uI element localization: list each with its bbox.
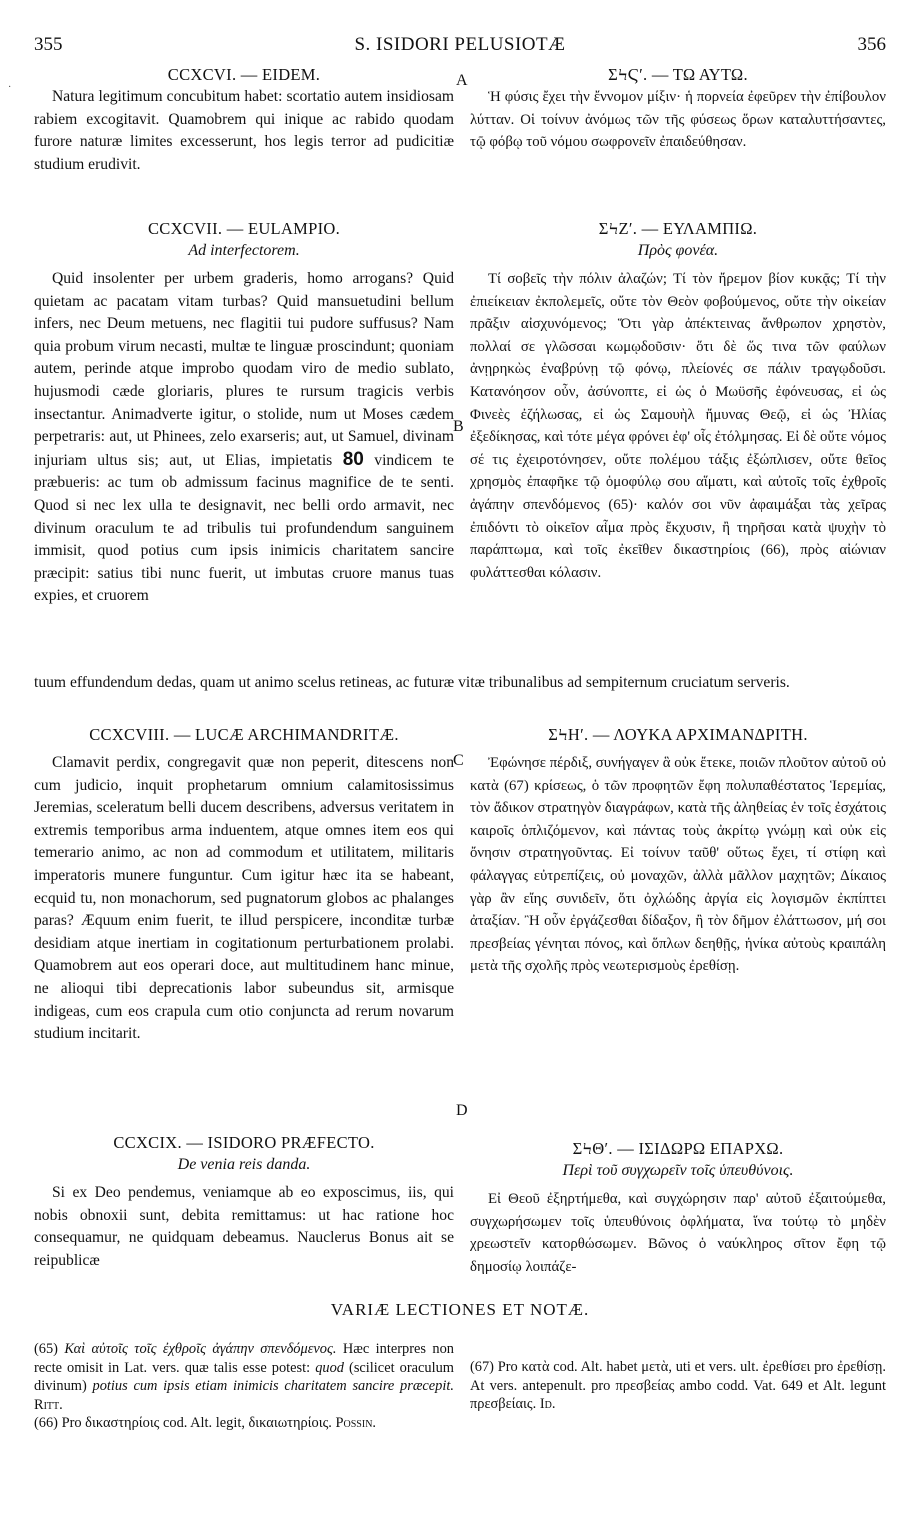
latin-letter-298 bbox=[34, 724, 454, 1046]
latin-subtitle-299: De venia reis danda. bbox=[177, 1156, 311, 1173]
latin-text-297-part2: vindicem te præbueris: ac tum ob admissum facinus magnifice de te senti. Quod si nec lex ulla te designavit, nec belli ordo armavit, nec divinum oraculum te ad tribulis tui profundendum sanguinem immisit, quod potius cum ipsis inimicis charitatem sancire præcipit: satius tibi nunc fuerit, ut imbutas cruore manus tuas expies, et cruorem bbox=[34, 451, 454, 605]
note-65-author: Ritt. bbox=[34, 1396, 63, 1413]
note-66-number: (66) bbox=[34, 1415, 58, 1431]
latin-letter-296 bbox=[34, 64, 454, 176]
page-header bbox=[34, 34, 886, 60]
greek-text-298: Ἐφώνησε πέρδιξ, συνήγαγεν ἃ οὐκ ἔτεκε, ποιῶν πλοῦτον αὐτοῦ οὐ κατὰ (67) κρίσεως, ὁ τῶν προφητῶν ἔφη πολυπαθέστατος Ἱερεμίας, τὸν ἄδικον στρατηγὸν διαγράφων, κατὰ τῆς ἀληθείας ἐν τοῖς ἐσχάτοις καιροῖς ὁπλιζόμενον, καὶ πάντας τοὺς ἀκρίτῳ γνώμῃ καὶ οὐκ εἰς ὄνησιν στρατηγοῦντας. Εἰ τοίνυν ταῦθ' οὕτως ἔχει, τί στίφη καὶ φάλαγγας εὐτρεπίζεις, οὐ μοναχῶν, ἀλλὰ μᾶλλον μαχητῶν; Δίκαιος γὰρ ἂν εἴης συνιδεῖν, ὅτι ὀχλώδης ἀργία εἰς λογισμῶν ἐκπίπτει ἀταξίαν. Ἢ οὖν ἐργάζεσθαι δίδαξον, ἢ τὸν δῆμον ἐλάττωσον, μή σοι πρεσβείας γένηται πόνος, καὶ ὅπλων δεηθῇς, ἡνίκα αὐτοὺς κραιπάλη μετὰ τῆς σχολῆς πρὸς νεωτερισμοὺς ἐρεθίσῃ. bbox=[470, 755, 886, 975]
note-65-greek: Καὶ αὐτοῖς τοῖς ἐχθροῖς ἀγάπην σπενδόμενος. bbox=[64, 1341, 337, 1357]
note-67-author: Id. bbox=[539, 1396, 556, 1412]
scan-speck: · bbox=[8, 82, 12, 93]
note-65-italic: potius cum ipsis etiam inimicis charitatem sancire præcepit. bbox=[92, 1378, 454, 1394]
greek-text-297: Τί σοβεῖς τὴν πόλιν ἀλαζών; Τί τὸν ἤρεμον βίον κυκᾷς; Τί τὴν ἐπιείκειαν ἐκπολεμεῖς, οὔτε τὸν Θεὸν φοβούμενος, οὔτε τὴν οἰκείαν πρᾶξιν αἰσχυνόμενος; Ὅτι γὰρ ἀπέκτεινας ἄνθρωπον χρηστὸν, πολλαί σε γλῶσσαι κωμῳδοῦσιν· ὅτι δὲ ὥς τινα τῶν φαύλων ἀνῃρηκὼς ἐναβρύνῃ τῷ φόνῳ, πλείονές σε πάλιν τραγῳδοῦσι. Κατανόησον οὖν, ἀσύνοπτε, εἰ ὡς ὁ Μωϋσῆς ἐφόνευσας, εἰ ὡς Φινεὲς ἐζήλωσας, εἰ ὡς Σαμουὴλ ἤμυνας Θεῷ, εἰ ὡς Ἠλίας ἐξεδίκησας, καὶ τότε μέγα φρόνει ἐφ' οἷς ἐτόλμησας. Εἰ δὲ οὔτε νόμος σέ τις ἐχειροτόνησεν, οὔτε πολέμου τάξις ἐξώπλισεν, οὔτε θεῖος χρησμὸς ἐπαφῆκε τῷ ὁμοφύλῳ σου αἵματι, καὶ αὐτοῖς τοῖς ἐχθροῖς ἀγάπην σπενδόμενος (65)· καλόν σοι νῦν ἀφαιμάξαι τὰς χεῖρας ἐπιδόντι τὸ οἰκεῖον αἷμα πρὸς ἔκχυσιν, ἢ τηρῆσαι κατὰ ψυχὴν τὸ παράπτωμα, καὶ τοῖς ἐκεῖθεν δικαστηρίοις (66), πρὸς αἰώνιαν φυλάττεσθαι κόλασιν. bbox=[470, 271, 886, 581]
margin-marker-b: B bbox=[453, 418, 464, 435]
page-mark-80: 80 bbox=[342, 448, 364, 470]
notes-heading: VARIÆ LECTIONES ET NOTÆ. bbox=[330, 1300, 590, 1319]
latin-letter-299 bbox=[34, 1132, 454, 1272]
note-65-number: (65) bbox=[34, 1341, 58, 1357]
margin-marker-d: D bbox=[456, 1102, 468, 1119]
greek-title-299: ΣϞΘʹ. — ΙΣΙΔΩΡΩ ΕΠΑΡΧΩ. bbox=[572, 1139, 784, 1158]
note-65 bbox=[34, 1340, 454, 1414]
latin-title-299: CCXCIX. — ISIDORO PRÆFECTO. bbox=[113, 1133, 375, 1152]
latin-text-296: Natura legitimum concubitum habet: scortatio autem insidiosam rabiem excogitavit. Quamobrem qui inique ac rabido quodam furore naturæ limites excesserunt, hos legis terror ad pudicitiæ studium erudivit. bbox=[34, 88, 454, 173]
greek-letter-298 bbox=[470, 724, 886, 978]
greek-letter-297 bbox=[470, 218, 886, 584]
latin-letter-297 bbox=[34, 218, 454, 608]
greek-text-296: Ἡ φύσις ἔχει τὴν ἔννομον μίξιν· ἡ πορνεία ἐφεῦρεν τὴν ἐπίβουλον λύτταν. Οἱ τοίνυν ἀνόμως τῶν τῆς φύσεως ὅρων καταλυττήσαντες, τῷ φόβῳ τοῦ νόμου σωφρονεῖν ἐπαιδεύθησαν. bbox=[470, 89, 886, 151]
running-title: S. ISIDORI PELUSIOTÆ bbox=[354, 34, 566, 55]
latin-title-296: CCXCVI. — EIDEM. bbox=[167, 65, 321, 84]
latin-text-299: Si ex Deo pendemus, veniamque ab eo exposcimus, iis, qui nobis obnoxii sunt, debita remittamus: ut hac ratione hoc consequamur, ne quidquam debeamus. Nauclerus Bonus ait se reipublicæ bbox=[34, 1184, 454, 1269]
greek-subtitle-299: Περὶ τοῦ συγχωρεῖν τοῖς ὑπευθύνοις. bbox=[562, 1162, 794, 1179]
note-65-text: Hæc interpres non recte omisit in Lat. vers. quæ talis esse potest: bbox=[34, 1341, 454, 1376]
greek-title-298: ΣϞΗʹ. — ΛΟΥΚΑ ΑΡΧΙΜΑΝΔΡΙΤΗ. bbox=[548, 725, 808, 744]
note-65-quod: quod bbox=[315, 1359, 344, 1376]
latin-text-298: Clamavit perdix, congregavit quæ non peperit, ditescens non cum judicio, inquit prophetarum omnium calamitosissimus Jeremias, sceleratum belli ducem describens, adversus veritatem in extremis temporibus arma induentem, atque omnes item eos qui temerario animo, ac non ad commodum et utilitatem, militaris imperatoris munere funguntur. Cum igitur hæc ita se habeant, ecquid tu, non monachorum, sed pugnatorum globos ac phalanges paras? Æquum enim fuerit, te illud perspicere, inconditæ turbæ desidiam atque inertiam in cogitationum perturbationem prolabi. Quamobrem aut eos operari doce, aut multitudinem hanc minue, ne alioqui tibi deprecationis labor subeundus sit, armisque indigeas, cum eos crapula cum otio conjuncta ad rerum novarum studium incitarit. bbox=[34, 754, 454, 1043]
latin-title-298: CCXCVIII. — LUCÆ ARCHIMANDRITÆ. bbox=[89, 725, 399, 744]
greek-title-297: ΣϞΖʹ. — ΕΥΛΑΜΠΙΩ. bbox=[598, 219, 758, 238]
latin-text-297-part1: Quid insolenter per urbem graderis, homo arrogans? Quid quietam ac pacatam vitam turbas? Quid mansuetudini bellum infers, nec Deum metuens, nec flagitii tui pudore suffusus? Nam quia probum virum necasti, multæ te linguæ proscindunt; quoniam autem, perinde atque improbo quodam viro de medio sublato, hujusmodi cæde gloriaris, plures te rursum tragicis verbis insectantur. Animadverte igitur, o stolide, num ut Moses cædem perpetraris: aut, ut Phinees, zelo exarseris; aut, ut Samuel, divinam injuriam ultus sis; aut, ut Elias, impietatis bbox=[34, 270, 454, 469]
greek-title-296: ΣϞϚʹ. — ΤΩ ΑΥΤΩ. bbox=[608, 65, 748, 84]
greek-text-299: Εἰ Θεοῦ ἐξηρτήμεθα, καὶ συγχώρησιν παρ' αὐτοῦ ἐξαιτούμεθα, συγχωρήσωμεν τοῖς ὑπευθύνοις ὀφλήματα, ἵνα τούτῳ τὸ μηδὲν χρεωστεῖν κατορθώσωμεν. Βῶνος ὁ ναύκληρος σῖτον ἔφη τῷ δημοσίῳ λοιπάζε- bbox=[470, 1191, 886, 1275]
full-width-continuation bbox=[34, 672, 886, 695]
notes-left-column bbox=[34, 1340, 454, 1433]
left-page-number: 355 bbox=[34, 34, 63, 55]
note-66-author: Possin. bbox=[335, 1415, 377, 1431]
note-65-text2: (scilicet oraculum divinum) bbox=[34, 1359, 454, 1394]
greek-subtitle-297: Πρὸς φονέα. bbox=[637, 242, 719, 259]
margin-marker-a: A bbox=[456, 72, 468, 89]
notes-right-column bbox=[470, 1358, 886, 1414]
greek-letter-299 bbox=[470, 1138, 886, 1278]
right-page-number: 356 bbox=[857, 34, 886, 55]
note-66-text: Pro δικαστηρίοις cod. Alt. legit, δικαιωτηρίοις. bbox=[61, 1415, 332, 1431]
greek-letter-296 bbox=[470, 64, 886, 154]
latin-subtitle-297: Ad interfectorem. bbox=[188, 242, 300, 259]
margin-marker-c: C bbox=[453, 752, 464, 769]
latin-continuation-297: tuum effundendum dedas, quam ut animo scelus retineas, ac futuræ vitæ tribunalibus ad sempiternum cruciatum serveris. bbox=[34, 674, 790, 691]
note-67 bbox=[470, 1358, 886, 1414]
latin-text-297 bbox=[34, 268, 454, 608]
note-66 bbox=[34, 1414, 454, 1433]
note-67-text: Pro κατὰ cod. Alt. habet μετὰ, uti et vers. ult. ἐρεθίσει pro ἐρεθίσῃ. At vers. antepenult. pro πρεσβείας ambo codd. Vat. 649 et Alt. legunt πρεσβείαις. bbox=[470, 1359, 886, 1412]
latin-title-297: CCXCVII. — EULAMPIO. bbox=[147, 219, 341, 238]
note-67-number: (67) bbox=[470, 1359, 494, 1375]
